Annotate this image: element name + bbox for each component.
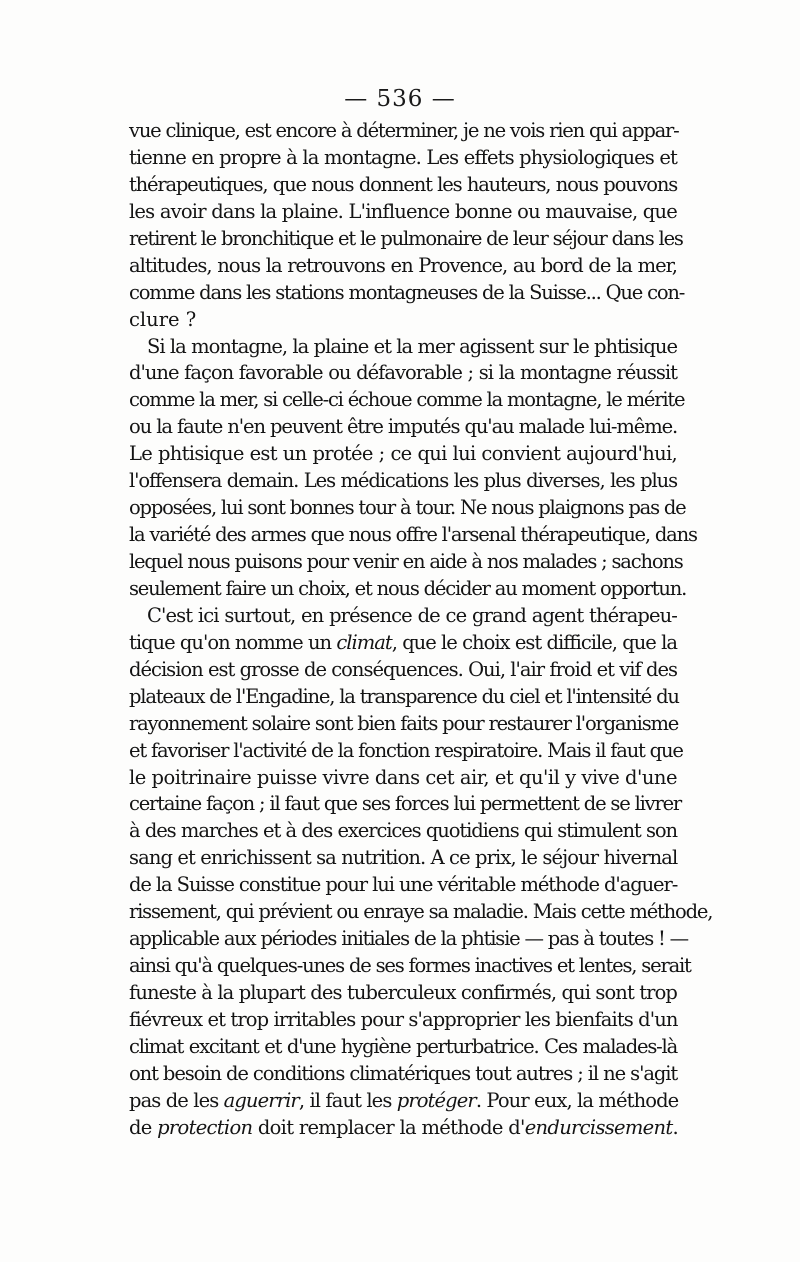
text-line: rayonnement solaire sont bien faits pour restaurer l'organisme bbox=[129, 711, 679, 735]
text-line: décision est grosse de conséquences. Oui, l'air froid et vif des bbox=[129, 657, 677, 681]
text-line: de protection doit remplacer la méthode d'endurcissement. bbox=[129, 1115, 679, 1139]
text-line: plateaux de l'Engadine, la transparence du ciel et l'intensité du bbox=[129, 684, 679, 708]
text-line: la variété des armes que nous offre l'arsenal thérapeutique, dans bbox=[129, 523, 697, 547]
text-line: pas de les aguerrir, il faut les protéger. Pour eux, la méthode bbox=[129, 1088, 679, 1112]
text-line: fiévreux et trop irritables pour s'approprier les bienfaits d'un bbox=[129, 1007, 678, 1031]
text-line: rissement, qui prévient ou enraye sa maladie. Mais cette méthode, bbox=[129, 900, 713, 924]
italic-word: protection bbox=[157, 1115, 253, 1139]
text-line: à des marches et à des exercices quotidiens qui stimulent son bbox=[129, 819, 677, 843]
text-line: Le phtisique est un protée ; ce qui lui convient aujourd'hui, bbox=[129, 442, 677, 466]
text-line: d'une façon favorable ou défavorable ; si la montagne réussit bbox=[129, 361, 677, 385]
text-line: comme dans les stations montagneuses de la Suisse... Que con- bbox=[129, 280, 685, 304]
text-line: comme la mer, si celle-ci échoue comme la montagne, le mérite bbox=[129, 388, 685, 412]
text-line: altitudes, nous la retrouvons en Provence, au bord de la mer, bbox=[129, 253, 677, 277]
text-line: et favoriser l'activité de la fonction respiratoire. Mais il faut que bbox=[129, 738, 683, 762]
italic-word: climat bbox=[336, 630, 392, 654]
text-line: ou la faute n'en peuvent être imputés qu'au malade lui-même. bbox=[129, 415, 678, 439]
text-line: ont besoin de conditions climatériques tout autres ; il ne s'agit bbox=[129, 1061, 678, 1085]
text-line: sang et enrichissent sa nutrition. A ce prix, le séjour hivernal bbox=[129, 846, 678, 870]
text-line: funeste à la plupart des tuberculeux confirmés, qui sont trop bbox=[129, 981, 677, 1004]
text-line: les avoir dans la plaine. L'influence bonne ou mauvaise, que bbox=[129, 199, 677, 223]
text-line: de la Suisse constitue pour lui une véritable méthode d'aguer- bbox=[129, 873, 678, 897]
text-line: opposées, lui sont bonnes tour à tour. Ne nous plaignons pas de bbox=[129, 496, 686, 520]
text-line: lequel nous puisons pour venir en aide à nos malades ; sachons bbox=[129, 550, 683, 573]
text-line: tique qu'on nomme un climat, que le choix est difficile, que la bbox=[129, 630, 677, 654]
body-text bbox=[129, 118, 713, 1142]
text-line: Si la montagne, la plaine et la mer agissent sur le phtisique bbox=[147, 334, 677, 358]
text-line: ainsi qu'à quelques-unes de ses formes inactives et lentes, serait bbox=[129, 954, 691, 978]
italic-word: endurcissement bbox=[524, 1115, 673, 1139]
text-line: thérapeutiques, que nous donnent les hauteurs, nous pouvons bbox=[129, 172, 677, 196]
text-line: climat excitant et d'une hygiène perturbatrice. Ces malades-là bbox=[129, 1034, 677, 1058]
text-line: vue clinique, est encore à déterminer, je ne vois rien qui appar- bbox=[129, 119, 679, 142]
text-line: le poitrinaire puisse vivre dans cet air, et qu'il y vive d'une bbox=[129, 765, 677, 789]
text-line: C'est ici surtout, en présence de ce grand agent thérapeu- bbox=[147, 603, 677, 627]
text-line: tienne en propre à la montagne. Les effets physiologiques et bbox=[129, 145, 677, 169]
text-line: seulement faire un choix, et nous décider au moment opportun. bbox=[129, 576, 687, 600]
text-line: clure ? bbox=[129, 307, 197, 331]
italic-word: protéger bbox=[396, 1088, 476, 1112]
text-line: retirent le bronchitique et le pulmonaire de leur séjour dans les bbox=[129, 226, 683, 250]
page-number: — 536 — bbox=[344, 86, 456, 112]
italic-word: aguerrir bbox=[223, 1088, 299, 1112]
text-line: certaine façon ; il faut que ses forces lui permettent de se livrer bbox=[129, 792, 682, 816]
text-line: applicable aux périodes initiales de la phtisie — pas à toutes ! — bbox=[129, 927, 688, 951]
text-line: l'offensera demain. Les médications les plus diverses, les plus bbox=[129, 469, 677, 493]
